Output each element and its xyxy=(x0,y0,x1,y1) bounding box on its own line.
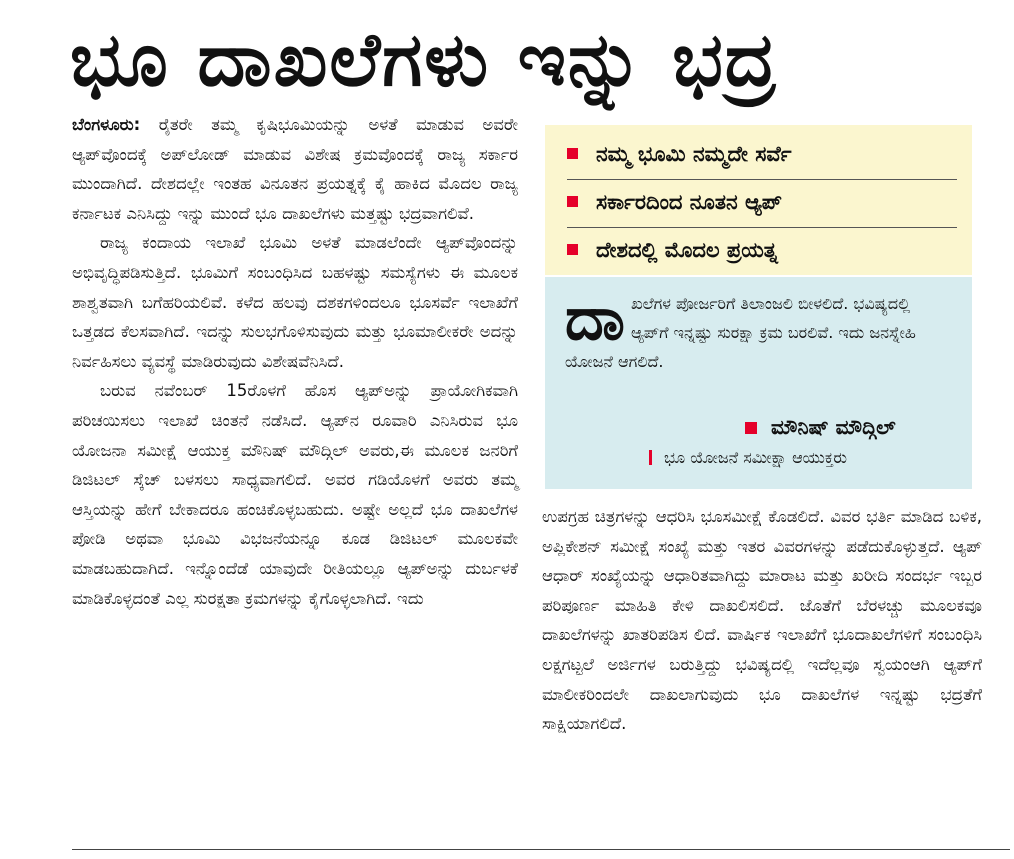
paragraph-3: ಬರುವ ನವೆಂಬರ್ 15ರೊಳಗೆ ಹೊಸ ಆ್ಯಪ್‌ಅನ್ನು ಪ್ರಾಯೋಗಿಕವಾಗಿ ಪರಿಚಯಿಸಲು ಇಲಾಖೆ ಚಿಂತನೆ ನಡೆಸಿದೆ. ಆ್ಯಪ್‌ನ ರೂವಾರಿ ಎನಿಸಿರುವ ಭೂ ಯೋಜನಾ ಸಮೀಕ್ಷೆ ಆಯುಕ್ತ ಮೌನಿಷ್ ಮೌದ್ಗಿಲ್ ಅವರು,ಈ ಮೂಲಕ ಜನರಿಗೆ ಡಿಜಿಟಲ್ ಸ್ಕೆಚ್ ಬಳಸಲು ಸಾಧ್ಯವಾಗಲಿದೆ. ಅವರ ಗಡಿಯೊಳಗೆ ಅವರು ತಮ್ಮ ಆಸ್ತಿಯನ್ನು ಹೇಗೆ ಬೇಕಾದರೂ ಹಂಚಿಕೊಳ್ಳಬಹುದು. ಅಷ್ಟೇ ಅಲ್ಲದೆ ಭೂ ದಾಖಲೆಗಳ ಪೋಡಿ ಅಥವಾ ಭೂಮಿ ವಿಭಜನೆಯನ್ನೂ ಕೂಡ ಡಿಜಿಟಲ್ ಮೂಲಕವೇ ಮಾಡಬಹುದಾಗಿದೆ. ಇನ್ನೊಂದೆಡೆ ಯಾವುದೇ ರೀತಿಯಲ್ಲೂ ಆ್ಯಪ್‌ಅನ್ನು ದುರ್ಬಳಕೆ ಮಾಡಿಕೊಳ್ಳದಂತೆ ಎಲ್ಲ ಸುರಕ್ಷತಾ ಕ್ರಮಗಳನ್ನು ಕೈಗೊಳ್ಳಲಾಗಿದೆ. ಇದು xyxy=(72,381,518,608)
quote-text: ಖಲೆಗಳ ಪೋರ್ಜರಿಗೆ ತಿಲಾಂಜಲಿ ಬೀಳಲಿದೆ. ಭವಿಷ್ಯದಲ್ಲಿ ಆ್ಯಪ್‌ಗೆ ಇನ್ನಷ್ಟು ಸುರಕ್ಷಾ ಕ್ರಮ ಬರಲಿವೆ. ಇದು ಜನಸ್ನೇಹಿ ಯೋಜನೆ ಆಗಲಿದೆ. xyxy=(565,294,916,371)
paragraph-2: ರಾಜ್ಯ ಕಂದಾಯ ಇಲಾಖೆ ಭೂಮಿ ಅಳತೆ ಮಾಡಲೆಂದೇ ಆ್ಯಪ್‌ವೊಂದನ್ನು ಅಭಿವೃದ್ಧಿಪಡಿಸುತ್ತಿದೆ. ಭೂಮಿಗೆ ಸಂಬಂಧಿಸಿದ ಬಹಳಷ್ಟು ಸಮಸ್ಯೆಗಳು ಈ ಮೂಲಕ ಶಾಶ್ವತವಾಗಿ ಬಗೆಹರಿಯಲಿವೆ. ಕಳೆದ ಹಲವು ದಶಕಗಳಿಂದಲೂ ಭೂಸರ್ವೆ ಇಲಾಖೆಗೆ ಒತ್ತಡದ ಕೆಲಸವಾಗಿದೆ. ಇದನ್ನು ಸುಲಭಗೊಳಿಸುವುದು ಮತ್ತು ಭೂಮಾಲೀಕರೇ ಅದನ್ನು ನಿರ್ವಹಿಸಲು ವ್ಯವಸ್ಥೆ ಮಾಡಿರುವುದು ವಿಶೇಷವೆನಿಸಿದೆ. xyxy=(72,233,518,371)
divider xyxy=(567,227,957,228)
quote-author-role: ಭೂ ಯೋಜನೆ ಸಮೀಕ್ಷಾ ಆಯುಕ್ತರು xyxy=(649,445,847,471)
paragraph-1 xyxy=(72,110,518,228)
quote-author: ಮೌನಿಷ್ ಮೌದ್ಗಿಲ್ xyxy=(745,413,896,441)
divider xyxy=(567,179,957,180)
bullet-square-icon xyxy=(567,148,578,159)
highlights-box xyxy=(545,125,972,275)
highlight-item: ದೇಶದಲ್ಲಿ ಮೊದಲ ಪ್ರಯತ್ನ xyxy=(567,231,957,269)
article-column-right xyxy=(542,502,982,739)
pull-quote xyxy=(565,284,950,376)
bullet-square-icon xyxy=(567,244,578,255)
highlight-item: ನಮ್ಮ ಭೂಮಿ ನಮ್ಮದೇ ಸರ್ವೆ xyxy=(567,135,957,173)
article-column-left xyxy=(72,110,518,613)
highlight-item: ಸರ್ಕಾರದಿಂದ ನೂತನ ಆ್ಯಪ್ xyxy=(567,183,957,221)
paragraph-1-text: ರೈತರೇ ತಮ್ಮ ಕೃಷಿಭೂಮಿಯನ್ನು ಅಳತೆ ಮಾಡುವ ಅವರೇ ಆ್ಯಪ್‌ವೊಂದಕ್ಕೆ ಅಪ್‌ಲೋಡ್ ಮಾಡುವ ವಿಶೇಷ ಕ್ರಮವೊಂದಕ್ಕೆ ರಾಜ್ಯ ಸರ್ಕಾರ ಮುಂದಾಗಿದೆ. ದೇಶದಲ್ಲೇ ಇಂತಹ ವಿನೂತನ ಪ್ರಯತ್ನಕ್ಕೆ ಕೈ ಹಾಕಿದ ಮೊದಲ ರಾಜ್ಯ ಕರ್ನಾಟಕ ಎನಿಸಿದ್ದು ಇನ್ನು ಮುಂದೆ ಭೂ ದಾಖಲೆಗಳು ಮತ್ತಷ್ಟು ಭದ್ರವಾಗಲಿವೆ. xyxy=(72,115,518,223)
quote-box xyxy=(545,277,972,489)
bullet-square-icon xyxy=(745,422,757,434)
paragraph-4: ಉಪಗ್ರಹ ಚಿತ್ರಗಳನ್ನು ಆಧರಿಸಿ ಭೂಸಮೀಕ್ಷೆ ಕೊಡಲಿದೆ. ವಿವರ ಭರ್ತಿ ಮಾಡಿದ ಬಳಿಕ, ಅಪ್ಲಿಕೇಶನ್ ಸಮೀಕ್ಷೆ ಸಂಖ್ಯೆ ಮತ್ತು ಇತರ ವಿವರಗಳನ್ನು ಪಡೆದುಕೊಳ್ಳುತ್ತದೆ. ಆ್ಯಪ್ ಆಧಾರ್ ಸಂಖ್ಯೆಯನ್ನು ಆಧಾರಿತವಾಗಿದ್ದು ಮಾರಾಟ ಮತ್ತು ಖರೀದಿ ಸಂದರ್ಭ ಇಬ್ಬರ ಪರಿಪೂರ್ಣ ಮಾಹಿತಿ ಕೇಳಿ ದಾಖಲಿಸಲಿದೆ. ಜೊತೆಗೆ ಬೆರಳಚ್ಚು ಮೂಲಕವೂ ದಾಖಲೆಗಳನ್ನು ಖಾತರಿಪಡಿಸ ಲಿದೆ. ವಾರ್ಷಿಕ ಇಲಾಖೆಗೆ ಭೂದಾಖಲೆಗಳಿಗೆ ಸಂಬಂಧಿಸಿ ಲಕ್ಷಗಟ್ಟಲೆ ಅರ್ಜಿಗಳ ಬರುತ್ತಿದ್ದು ಭವಿಷ್ಯದಲ್ಲಿ ಇದೆಲ್ಲವೂ ಸ್ವಯಂಆಗಿ ಆ್ಯಪ್‌ಗೆ ಮಾಲೀಕರಿಂದಲೇ ದಾಖಲಾಗುವುದು ಭೂ ದಾಖಲೆಗಳ ಇನ್ನಷ್ಟು ಭದ್ರತೆಗೆ ಸಾಕ್ಷಿಯಾಗಲಿದೆ. xyxy=(542,507,982,734)
dateline: ಬೆಂಗಳೂರು: xyxy=(72,115,141,134)
bottom-rule xyxy=(72,849,1010,850)
drop-cap: ದಾ xyxy=(565,284,625,354)
bar-icon xyxy=(649,450,652,465)
headline: ಭೂ ದಾಖಲೆಗಳು ಇನ್ನು ಭದ್ರ xyxy=(70,17,778,103)
bullet-square-icon xyxy=(567,196,578,207)
